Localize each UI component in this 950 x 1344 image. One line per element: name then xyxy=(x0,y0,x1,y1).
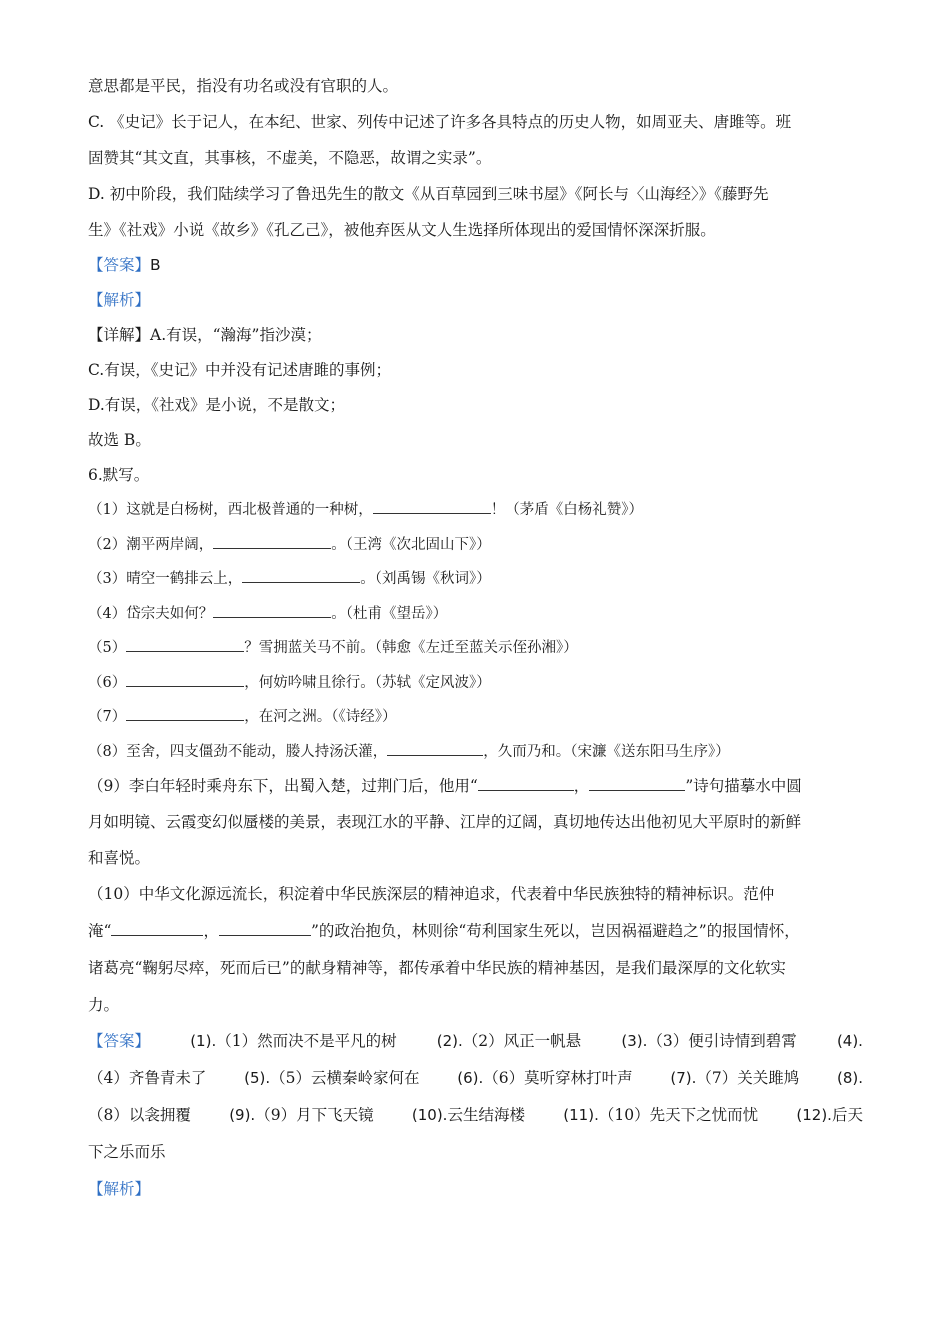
answer-item: (12).后天 xyxy=(796,1106,863,1124)
item-separator: ， xyxy=(573,777,590,795)
intro-line: 意思都是平民，指没有功名或没有官职的人。 xyxy=(88,77,399,95)
q6-item-10-line-3: 诸葛亮“鞠躬尽瘁，死而后已”的献身精神等，都传承着中华民族的精神基因，是我们最深厚的文化软实 xyxy=(88,959,786,977)
fill-blank[interactable] xyxy=(242,568,360,583)
fill-blank[interactable] xyxy=(126,672,244,687)
q6-item-10-line-1: （10）中华文化源远流长，积淀着中华民族深层的精神追求，代表着中华民族独特的精神标识。范仲 xyxy=(88,885,775,903)
item-prefix: （6） xyxy=(88,675,127,691)
item-prefix: （7） xyxy=(88,709,127,725)
answer-item: (11).（10）先天下之忧而忧 xyxy=(563,1106,759,1124)
item-prefix: （1）这就是白杨树，西北极普通的一种树， xyxy=(88,502,373,518)
q6-analysis-heading xyxy=(88,1178,150,1200)
q6-answer-row-3 xyxy=(88,1104,863,1126)
answer-item: (9).（9）月下飞天镜 xyxy=(229,1106,374,1124)
q6-title: 6.默写。 xyxy=(88,466,150,484)
fill-blank[interactable] xyxy=(373,499,491,514)
q6-item-1 xyxy=(88,499,643,521)
answer-item: （4）齐鲁青未了 xyxy=(88,1069,207,1087)
q5-answer xyxy=(88,254,161,276)
q5-analysis-heading xyxy=(88,289,150,311)
q6-item-7 xyxy=(88,706,396,728)
option-c-line-2: 固赞其“其文直，其事核，不虚美，不隐恶，故谓之实录”。 xyxy=(88,149,492,167)
q6-answer-row-2 xyxy=(88,1067,863,1089)
option-c-line-1: C. 《史记》长于记人，在本纪、世家、列传中记述了许多各具特点的历史人物，如周亚夫、唐雎等。班 xyxy=(88,113,792,131)
answer-number: (8). xyxy=(836,1069,863,1087)
analysis-tag: 【解析】 xyxy=(88,1180,151,1198)
q6-item-4 xyxy=(88,603,447,625)
answer-tag: 【答案】 xyxy=(88,1032,151,1050)
answer-number: (4). xyxy=(836,1032,863,1050)
q5-conclusion: 故选 B。 xyxy=(88,431,151,449)
item-suffix: ？雪拥蓝关马不前。（韩愈《左迁至蓝关示侄孙湘》） xyxy=(244,640,578,656)
q5-detail-c: C.有误，《史记》中并没有记述唐雎的事例； xyxy=(88,361,391,379)
item-prefix: 淹“ xyxy=(88,922,112,940)
item-prefix: （8）至舍，四支僵劲不能动，媵人持汤沃灌， xyxy=(88,744,388,760)
answer-tag: 【答案】 xyxy=(88,256,151,274)
q6-item-9-line-1 xyxy=(88,775,802,797)
item-suffix: ”诗句描摹水中圆 xyxy=(685,777,802,795)
fill-blank[interactable] xyxy=(219,921,311,936)
answer-item: (2).（2）风正一帆悬 xyxy=(436,1032,582,1050)
item-suffix: 。（杜甫《望岳》） xyxy=(331,606,448,622)
q6-item-2 xyxy=(88,534,491,556)
analysis-tag: 【解析】 xyxy=(88,291,151,309)
q6-item-8 xyxy=(88,741,730,763)
q5-detail-d: D.有误，《社戏》是小说，不是散文； xyxy=(88,396,346,414)
q6-item-9-line-2: 月如明镜、云霞变幻似蜃楼的美景，表现江水的平静、江岸的辽阔，真切地传达出他初见大平原时的新鲜 xyxy=(88,813,802,831)
item-separator: ， xyxy=(203,922,219,940)
fill-blank[interactable] xyxy=(213,534,331,549)
q6-item-10-line-4: 力。 xyxy=(88,996,120,1014)
detail-tag: 【详解】 xyxy=(88,326,151,344)
fill-blank[interactable] xyxy=(213,603,331,618)
fill-blank[interactable] xyxy=(111,921,203,936)
answer-item: (1).（1）然而决不是平凡的树 xyxy=(190,1032,397,1050)
q6-answer-tail: 下之乐而乐 xyxy=(88,1143,166,1161)
q6-answer-row-1 xyxy=(88,1030,863,1052)
q6-item-10-line-2 xyxy=(88,920,800,942)
item-suffix: ，在河之洲。（《诗经》） xyxy=(244,709,397,725)
item-suffix: ，久而乃和。（宋濂《送东阳马生序》） xyxy=(483,744,730,760)
fill-blank[interactable] xyxy=(478,776,574,791)
item-prefix: （9）李白年轻时乘舟东下，出蜀入楚，过荆门后，他用“ xyxy=(88,777,478,795)
answer-value: B xyxy=(150,256,161,274)
option-d-line-1: D. 初中阶段，我们陆续学习了鲁迅先生的散文《从百草园到三味书屋》《阿长与〈山海经〉》《藤野先 xyxy=(88,185,769,203)
answer-item: (7).（7）关关雎鸠 xyxy=(670,1069,800,1087)
q6-item-6 xyxy=(88,672,491,694)
item-prefix: （5） xyxy=(88,640,127,656)
q5-detail-a xyxy=(88,324,322,346)
q6-item-9-line-3: 和喜悦。 xyxy=(88,849,151,867)
fill-blank[interactable] xyxy=(126,637,244,652)
fill-blank[interactable] xyxy=(126,706,244,721)
answer-item: (10).云生结海楼 xyxy=(411,1106,525,1124)
item-suffix: ”的政治抱负，林则徐“苟利国家生死以，岂因祸福避趋之”的报国情怀， xyxy=(310,922,800,940)
answer-item: (3).（3）便引诗情到碧霄 xyxy=(621,1032,797,1050)
item-suffix: ！（茅盾《白杨礼赞》） xyxy=(490,502,643,518)
detail-a-text: A.有误，“瀚海”指沙漠； xyxy=(150,326,322,344)
item-prefix: （2）潮平两岸阔， xyxy=(88,537,214,553)
fill-blank[interactable] xyxy=(589,776,685,791)
fill-blank[interactable] xyxy=(387,741,483,756)
q6-item-5 xyxy=(88,637,578,659)
q6-item-3 xyxy=(88,568,491,590)
answer-item: (5).（5）云横秦岭家何在 xyxy=(244,1069,420,1087)
answer-item: （8）以衾拥覆 xyxy=(88,1106,191,1124)
item-suffix: 。（王湾《次北固山下》） xyxy=(331,537,491,553)
item-prefix: （4）岱宗夫如何？ xyxy=(88,606,214,622)
item-suffix: ，何妨吟啸且徐行。（苏轼《定风波》） xyxy=(244,675,491,691)
item-suffix: 。（刘禹锡《秋词》） xyxy=(360,571,491,587)
item-prefix: （3）晴空一鹤排云上， xyxy=(88,571,243,587)
option-d-line-2: 生》《社戏》小说《故乡》《孔乙己》，被他弃医从文人生选择所体现出的爱国情怀深深折服。 xyxy=(88,221,716,239)
answer-item: (6).（6）莫听穿林打叶声 xyxy=(457,1069,633,1087)
